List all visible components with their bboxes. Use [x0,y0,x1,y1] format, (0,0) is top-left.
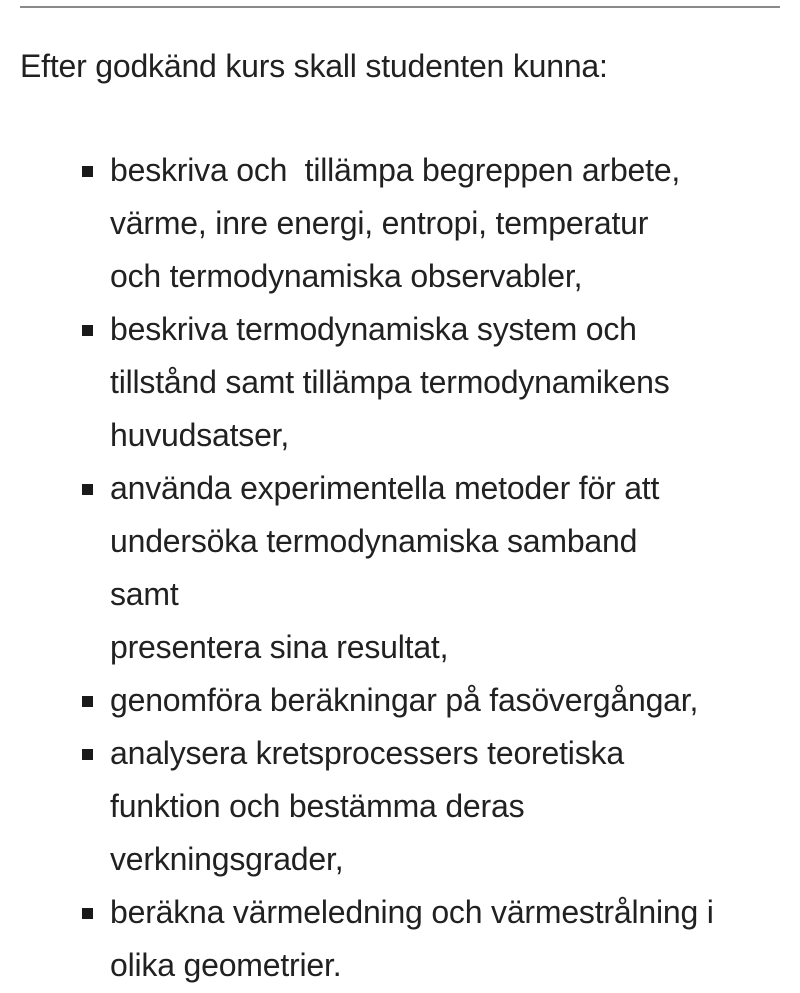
bullet-icon [82,908,93,919]
list-item-line: använda experimentella metoder för att [110,470,660,506]
bullet-icon [82,749,93,760]
list-item-line: presentera sina resultat, [110,629,449,665]
learning-outcomes-list [0,144,800,992]
bullet-icon [82,166,93,177]
list-item [0,727,800,886]
list-item [0,462,800,674]
list-item [0,886,800,992]
list-item-line: funktion och bestämma deras [110,788,525,824]
list-item-line: genomföra beräkningar på fasövergångar, [110,682,699,718]
bullet-icon [82,696,93,707]
list-item-line: beskriva och tillämpa begreppen arbete, [110,152,681,188]
list-item-line: beskriva termodynamiska system och [110,311,637,347]
list-item-line: huvudsatser, [110,417,290,453]
bullet-icon [82,484,93,495]
intro-text: Efter godkänd kurs skall studenten kunna: [20,48,608,84]
list-item-line: verkningsgrader, [110,841,344,877]
bullet-icon [82,325,93,336]
list-item-line: tillstånd samt tillämpa termodynamikens [110,364,670,400]
list-item-line: undersöka termodynamiska samband [110,523,638,559]
list-item-line: olika geometrier. [110,947,342,983]
list-item-line: värme, inre energi, entropi, temperatur [110,205,649,241]
list-item-line: samt [110,576,179,612]
list-item-line: beräkna värmeledning och värmestrålning i [110,894,714,930]
list-item [0,144,800,303]
list-item-line: analysera kretsprocessers teoretiska [110,735,624,771]
divider [20,6,780,8]
list-item-line: och termodynamiska observabler, [110,258,583,294]
list-item [0,674,800,727]
list-item [0,303,800,462]
